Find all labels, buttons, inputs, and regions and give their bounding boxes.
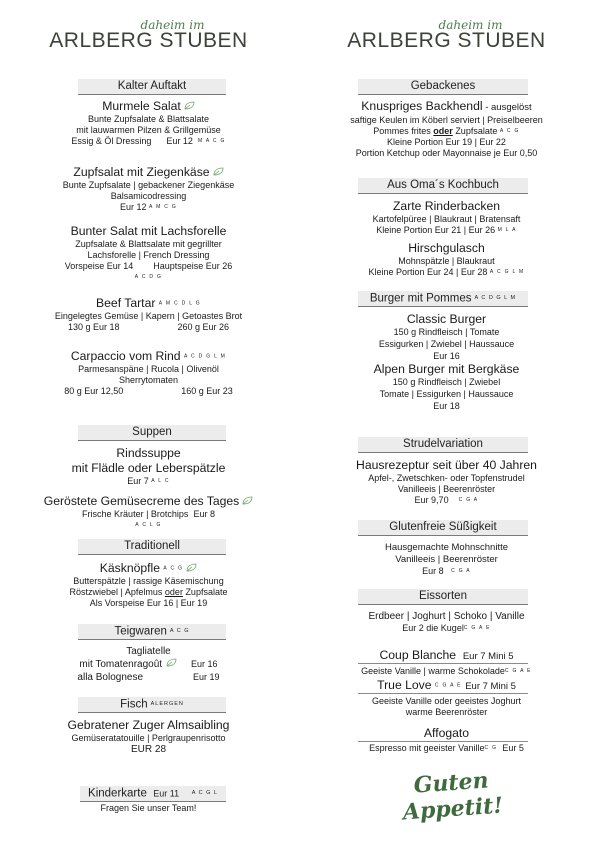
dish-almsaibling <box>0 718 297 755</box>
ice-flavour-list: Erdbeer | Joghurt | Schoko | Vanille <box>368 611 525 622</box>
dish-title: Classic Burger <box>406 312 487 326</box>
dish-mohnschnitte <box>298 541 595 577</box>
dish-price: Hauptspeise Eur 26 <box>153 261 233 271</box>
dish-price: Kleine Portion Eur 24 | Eur 28 <box>368 267 488 277</box>
dish-title: Beef Tartar <box>96 296 156 310</box>
dish-price: Als Vorspeise Eur 16 | Eur 19 <box>89 598 208 609</box>
dish-line-part: Röstzwiebel | Apfelmus <box>69 587 165 598</box>
dish-classic-burger <box>298 312 595 362</box>
kinderkarte-note: Fragen Sie unser Team! <box>100 803 197 813</box>
dish-rindssuppe <box>0 446 297 487</box>
allergen-codes: A C G L <box>191 790 218 796</box>
dish-line: saftige Keulen im Köberl serviert | Preiselbeeren <box>350 115 543 125</box>
dish-title: Hausrezeptur seit über 40 Jahren <box>356 458 537 472</box>
dish-price: Eur 9,70 <box>414 495 449 505</box>
dish-line: Essig & Öl Dressing <box>71 136 152 147</box>
allergen-codes: A C D G <box>134 274 163 281</box>
dish-price: Eur 16 <box>191 659 218 669</box>
dish-price: EUR 28 <box>130 744 166 755</box>
dish-line: Bunte Zupfsalate | gebackener Ziegenkäse <box>62 180 235 191</box>
dish-title: Zupfsalat mit Ziegenkäse <box>73 165 210 179</box>
dish-line: Tomate | Essigurken | Haussauce <box>379 389 514 399</box>
dish-true-love <box>298 678 595 718</box>
dish-title: Zarte Rinderbacken <box>392 199 501 213</box>
dish-line-part: Zupfsalate <box>182 587 228 598</box>
allergen-codes: C G A E <box>434 682 462 689</box>
dish-line: Parmesanspäne | Rucola | Olivenöl <box>78 364 219 375</box>
dish-price: Eur 19 <box>193 672 220 682</box>
section-header-suppen: Suppen <box>78 425 226 441</box>
section-header-kalter-auftakt: Kalter Auftakt <box>78 79 226 95</box>
dish-line-part: Zupfsalate <box>452 126 498 136</box>
dish-lachsforelle <box>0 224 297 283</box>
section-header-eissorten: Eissorten <box>358 589 528 605</box>
dish-price: Eur 7 <box>127 476 149 486</box>
dish-line: Essigurken | Zwiebel | Haussauce <box>378 339 515 349</box>
section-header-glutenfrei: Glutenfreie Süßigkeit <box>358 520 528 536</box>
divider <box>358 693 528 694</box>
section-header-kinderkarte <box>80 786 226 802</box>
dish-coup-blanche <box>298 648 595 677</box>
section-header-burger <box>358 291 528 307</box>
dish-price: Eur 7 Mini 5 <box>462 651 514 662</box>
dish-line: Kartofelpüree | Blaukraut | Bratensaft <box>372 214 521 224</box>
dish-line: Frische Kräuter | Brotchips <box>82 509 189 520</box>
header-price: Eur 11 <box>153 788 180 799</box>
dish-line: warme Beerenröster <box>405 707 488 717</box>
dish-line: Butterspätzle | rassige Käsemischung <box>73 576 224 587</box>
dish-price: Eur 8 <box>422 566 444 576</box>
section-header-strudel: Strudelvariation <box>358 437 528 453</box>
ice-price: Eur 2 die Kugel <box>402 623 464 633</box>
dish-title: Bunter Salat mit Lachsforelle <box>70 224 227 238</box>
dish-title: Coup Blanche <box>379 648 457 662</box>
dish-price: Kleine Portion Eur 19 | Eur 22 <box>387 137 506 148</box>
dish-line: Zupfsalate & Blattsalate mit gegrillter <box>75 239 222 249</box>
dish-line: Balsamicodressing <box>110 191 187 202</box>
dish-title-suffix: - ausgelöst <box>482 102 532 113</box>
dish-line: Apfel-, Zwetschken- oder Topfenstrudel <box>368 473 525 483</box>
dish-line: Eingelegtes Gemüse | Kapern | Getoastes Brot <box>54 311 243 322</box>
allergen-codes: M L A <box>497 227 517 234</box>
dish-title: Gebratener Zuger Almsaibling <box>67 718 230 732</box>
header-label: Teigwaren <box>114 625 167 638</box>
brand-tagline: daheim im <box>140 18 205 32</box>
section-header-traditionell: Traditionell <box>78 539 226 555</box>
leaf-icon <box>242 494 253 509</box>
dish-price: 160 g Eur 23 <box>181 386 233 397</box>
allergen-codes: A M C D L G <box>158 300 201 307</box>
dish-price: Kleine Portion Eur 21 | Eur 26 <box>376 225 496 235</box>
brand-name: ARLBERG STUBEN <box>347 29 546 52</box>
dish-line: Vanilleeis | Beerenröster <box>397 484 496 494</box>
dish-title: Käsknöpfle <box>99 561 161 575</box>
dish-title: Tagliatelle <box>126 646 171 657</box>
dish-price: Eur 5 <box>502 743 524 753</box>
dish-price: Eur 7 Mini 5 <box>465 681 516 692</box>
section-header-teigwaren <box>78 624 226 640</box>
allergen-codes: A C G <box>499 128 520 135</box>
dish-title: True Love <box>377 678 432 692</box>
leaf-icon <box>186 561 197 576</box>
dish-rinderbacken <box>298 199 595 236</box>
ice-flavours <box>298 610 595 634</box>
dish-title: Rindssuppe <box>116 446 181 460</box>
allergen-codes: A C G L M <box>489 269 525 276</box>
dish-title: Knuspriges Backhendl <box>361 99 483 113</box>
dish-price: Eur 16 <box>433 351 460 361</box>
dish-title: Murmele Salat <box>102 99 181 113</box>
dish-price: 130 g Eur 18 <box>67 322 120 333</box>
leaf-icon <box>166 658 177 671</box>
dish-line: 150 g Rindfleisch | Zwiebel <box>392 377 501 387</box>
dish-title: Hausgemachte Mohnschnitte <box>384 542 509 553</box>
allergen-codes: A C G <box>169 628 190 634</box>
allergen-codes: C G A E <box>463 625 491 632</box>
section-header-fisch <box>78 697 226 713</box>
allergen-codes: M A C G <box>197 138 226 145</box>
dish-backhendl <box>298 99 595 159</box>
dish-title: Geröstete Gemüsecreme des Tages <box>43 494 240 508</box>
dish-line: Gemüseratatouille | Perlgraupenrisotto <box>71 733 226 743</box>
guten-appetit-signature: Guten Appetit! <box>402 767 504 826</box>
dish-carpaccio <box>0 349 297 397</box>
dish-tagliatelle <box>0 645 297 684</box>
dish-line: Lachsforelle | French Dressing <box>87 250 210 260</box>
brand-logo <box>0 18 297 58</box>
dish-gemuesecreme <box>0 494 297 531</box>
allergen-codes: A C G <box>163 565 184 572</box>
dish-price: Eur 12 <box>119 202 147 213</box>
header-label: Fisch <box>120 698 148 711</box>
dish-line: 150 g Rindfleisch | Tomate <box>393 327 500 337</box>
dish-line: Sherrytomaten <box>118 375 179 386</box>
dish-kaesknoepfle <box>0 561 297 609</box>
dish-hirschgulasch <box>298 241 595 278</box>
dish-title-line2: mit Flädle oder Leberspätzle <box>71 461 226 475</box>
dish-line: Geeiste Vanille | warme Schokolade <box>361 666 505 676</box>
allergen-codes: A L C <box>151 478 170 485</box>
dish-line: Espresso mit geeister Vanille <box>369 743 485 753</box>
dish-line <box>0 587 297 598</box>
header-label: Burger mit Pommes <box>369 292 472 305</box>
dish-line: Bunte Zupfsalate & Blattsalate <box>87 114 210 125</box>
dish-murmele-salat <box>0 99 297 147</box>
dish-line-or: oder <box>433 126 453 136</box>
dish-price: Eur 18 <box>433 401 460 411</box>
dish-line: Geeiste Vanille oder geeistes Joghurt <box>372 696 521 706</box>
dish-price: 260 g Eur 26 <box>177 322 230 333</box>
section-header-omas-kochbuch: Aus Oma´s Kochbuch <box>358 178 528 194</box>
dish-line-or: oder <box>164 587 183 598</box>
dish-line: alla Bolognese <box>77 672 144 683</box>
allergen-codes: A C D G L M <box>474 295 517 301</box>
dish-affogato <box>298 726 595 754</box>
dish-line-part: Pommes frites <box>373 126 434 136</box>
dish-line: Mohnspätzle | Blaukraut <box>398 256 495 266</box>
dish-title: Carpaccio vom Rind <box>70 349 181 363</box>
dish-line: mit lauwarmen Pilzen & Grillgemüse <box>76 125 221 136</box>
allergen-codes: C G A E <box>504 668 532 675</box>
divider <box>358 663 528 664</box>
allergen-label: ALERGEN <box>150 701 184 707</box>
divider <box>358 741 528 742</box>
leaf-icon <box>213 165 224 180</box>
dish-title: Affogato <box>423 726 470 740</box>
dish-price: Vorspeise Eur 14 <box>64 261 134 271</box>
brand-tagline: daheim im <box>438 18 503 32</box>
dish-strudel <box>298 458 595 506</box>
dish-beef-tartar <box>0 296 297 333</box>
allergen-codes: A C D G L M <box>183 353 227 360</box>
allergen-codes: C G <box>484 745 498 752</box>
header-label: Kinderkarte <box>88 787 147 800</box>
dish-line: Vanilleeis | Beerenröster <box>395 554 498 565</box>
brand-name: ARLBERG STUBEN <box>49 29 248 52</box>
brand-logo <box>298 18 595 58</box>
dish-title: Hirschgulasch <box>408 241 485 255</box>
dish-title: Alpen Burger mit Bergkäse <box>373 362 520 376</box>
dish-line: mit Tomatenragoût <box>79 659 163 670</box>
dish-price: 80 g Eur 12,50 <box>64 386 124 397</box>
allergen-codes: A C L G <box>135 522 162 529</box>
dish-zupfsalat <box>0 165 297 213</box>
allergen-codes: C G A <box>451 568 471 575</box>
dish-price: Eur 8 <box>193 509 215 520</box>
dish-price: Eur 12 <box>166 136 193 147</box>
allergen-codes: C G A <box>458 497 479 504</box>
leaf-icon <box>184 99 195 114</box>
dish-alpen-burger <box>298 362 595 412</box>
allergen-codes: A M C G <box>149 204 178 211</box>
dish-line: Portion Ketchup oder Mayonnaise je Eur 0,50 <box>355 148 538 159</box>
section-header-gebackenes: Gebackenes <box>358 79 528 95</box>
